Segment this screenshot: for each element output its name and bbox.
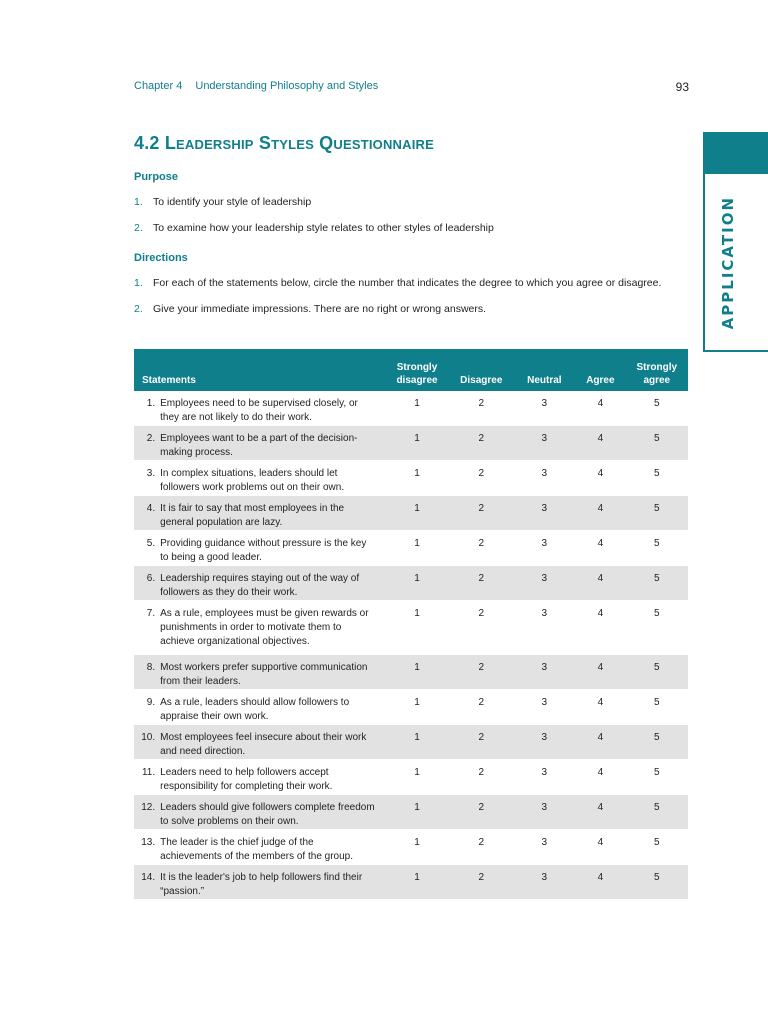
rating-1[interactable]: 1 (385, 690, 449, 725)
rating-4[interactable]: 4 (575, 690, 625, 725)
rating-3[interactable]: 3 (513, 496, 575, 531)
rating-1[interactable]: 1 (385, 496, 449, 531)
directions-list (134, 277, 661, 329)
rating-2[interactable]: 2 (449, 426, 513, 461)
purpose-heading: Purpose (134, 171, 179, 183)
rating-4[interactable]: 4 (597, 398, 604, 409)
rating-4[interactable]: 4 (575, 795, 625, 830)
page-number: 93 (675, 80, 689, 94)
table-row: 6. Leadership requires staying out of the way of followers as they do their work. 1 2 3 4 5 (134, 566, 688, 601)
rating-3[interactable]: 3 (513, 865, 575, 900)
rating-2[interactable]: 2 (449, 795, 513, 830)
rating-2[interactable]: 2 (449, 601, 513, 655)
rating-5[interactable]: 5 (626, 655, 688, 690)
rating-1[interactable]: 1 (385, 601, 449, 655)
list-item: 2. To examine how your leadership style relates to other styles of leadership (134, 222, 494, 234)
chapter-number: Chapter 4 (134, 80, 183, 92)
rating-1[interactable]: 1 (385, 760, 449, 795)
side-tab-label: APPLICATION (719, 196, 737, 330)
section-side-tab (703, 132, 768, 352)
rating-1[interactable]: 1 (385, 795, 449, 830)
rating-5[interactable]: 5 (626, 725, 688, 760)
rating-4[interactable]: 4 (575, 601, 625, 655)
rating-1[interactable]: 1 (414, 398, 420, 409)
page-title: 4.2 Leadership Styles Questionnaire (134, 133, 434, 153)
questionnaire-table (134, 349, 688, 899)
table-row: 14. It is the leader's job to help followers find their “passion.” 1 2 3 4 5 (134, 865, 688, 900)
rating-4[interactable]: 4 (575, 655, 625, 690)
rating-1[interactable]: 1 (385, 865, 449, 900)
rating-3[interactable]: 3 (541, 398, 548, 409)
rating-2[interactable]: 2 (449, 690, 513, 725)
rating-2[interactable]: 2 (449, 655, 513, 690)
rating-5[interactable]: 5 (626, 426, 688, 461)
list-item: 1. To identify your style of leadership (134, 196, 312, 208)
rating-2[interactable]: 2 (449, 566, 513, 601)
table-row: 9. As a rule, leaders should allow followers to appraise their own work. 1 2 3 4 5 (134, 690, 688, 725)
chapter-title: Understanding Philosophy and Styles (195, 80, 379, 92)
directions-heading: Directions (134, 252, 188, 264)
rating-2[interactable]: 2 (449, 865, 513, 900)
table-row: 10. Most employees feel insecure about their work and need direction. 1 2 3 4 5 (134, 725, 688, 760)
rating-4[interactable]: 4 (575, 461, 625, 496)
table-row: 12. Leaders should give followers complete freedom to solve problems on their own. 1 2 3 4 5 (134, 795, 688, 830)
rating-2[interactable]: 2 (449, 461, 513, 496)
header-statements: Statements (134, 349, 385, 391)
rating-2[interactable]: 2 (449, 496, 513, 531)
rating-5[interactable]: 5 (626, 690, 688, 725)
rating-2[interactable]: 2 (449, 725, 513, 760)
rating-3[interactable]: 3 (513, 426, 575, 461)
table-row: 4. It is fair to say that most employees in the general population are lazy. 1 2 3 4 5 (134, 496, 688, 531)
header-neutral: Neutral (513, 349, 575, 391)
rating-2[interactable]: 2 (449, 531, 513, 566)
rating-3[interactable]: 3 (513, 566, 575, 601)
table-row: 7. As a rule, employees must be given rewards or punishments in order to motivate them to achieve organizational objectives. 1 2 3 4 5 (134, 601, 688, 655)
rating-5[interactable]: 5 (626, 566, 688, 601)
rating-3[interactable]: 3 (513, 725, 575, 760)
rating-5[interactable]: 5 (654, 398, 660, 409)
rating-3[interactable]: 3 (513, 690, 575, 725)
table-row: 2. Employees want to be a part of the decision-making process. 1 2 3 4 5 (134, 426, 688, 461)
table-row: 13. The leader is the chief judge of the achievements of the members of the group. 1 2 3 4 5 (134, 830, 688, 865)
rating-3[interactable]: 3 (513, 531, 575, 566)
table-row: 5. Providing guidance without pressure is the key to being a good leader. 1 2 3 4 5 (134, 531, 688, 566)
rating-1[interactable]: 1 (385, 725, 449, 760)
side-tab-block (705, 134, 768, 174)
rating-3[interactable]: 3 (513, 601, 575, 655)
rating-1[interactable]: 1 (385, 531, 449, 566)
rating-5[interactable]: 5 (626, 830, 688, 865)
rating-2[interactable]: 2 (449, 760, 513, 795)
rating-4[interactable]: 4 (575, 426, 625, 461)
rating-1[interactable]: 1 (385, 830, 449, 865)
rating-5[interactable]: 5 (626, 795, 688, 830)
rating-3[interactable]: 3 (513, 830, 575, 865)
rating-1[interactable]: 1 (385, 655, 449, 690)
table-row: 3. In complex situations, leaders should let followers work problems out on their own. 1 2 3 4 5 (134, 461, 688, 496)
running-header (134, 80, 689, 92)
rating-2[interactable]: 2 (449, 830, 513, 865)
rating-3[interactable]: 3 (513, 760, 575, 795)
purpose-list (134, 196, 494, 248)
header-strongly-agree: Strongly agree (626, 349, 688, 391)
header-disagree: Disagree (449, 349, 513, 391)
rating-1[interactable]: 1 (385, 426, 449, 461)
rating-4[interactable]: 4 (575, 566, 625, 601)
rating-4[interactable]: 4 (575, 725, 625, 760)
rating-3[interactable]: 3 (513, 655, 575, 690)
rating-5[interactable]: 5 (626, 496, 688, 531)
rating-5[interactable]: 5 (626, 760, 688, 795)
rating-3[interactable]: 3 (513, 795, 575, 830)
rating-5[interactable]: 5 (626, 531, 688, 566)
rating-5[interactable]: 5 (626, 865, 688, 900)
rating-4[interactable]: 4 (575, 830, 625, 865)
rating-5[interactable]: 5 (626, 461, 688, 496)
rating-5[interactable]: 5 (626, 601, 688, 655)
table-row: 11. Leaders need to help followers accept responsibility for completing their work. 1 2 3 4 5 (134, 760, 688, 795)
list-item: 2. Give your immediate impressions. There are no right or wrong answers. (134, 303, 487, 315)
rating-3[interactable]: 3 (513, 461, 575, 496)
table-header-row (134, 349, 688, 391)
rating-1[interactable]: 1 (385, 461, 449, 496)
rating-4[interactable]: 4 (575, 531, 625, 566)
rating-2[interactable]: 2 (478, 398, 485, 409)
rating-1[interactable]: 1 (385, 566, 449, 601)
table-row: 8. Most workers prefer supportive communication from their leaders. 1 2 3 4 5 (134, 655, 688, 690)
rating-4[interactable]: 4 (575, 865, 625, 900)
header-agree: Agree (575, 349, 625, 391)
list-item: 1. For each of the statements below, circle the number that indicates the degree to which you agree or disagree. (134, 277, 662, 289)
rating-4[interactable]: 4 (575, 496, 625, 531)
table-row: 1. Employees need to be supervised closely, or they are not likely to do their work. 1 2 3 4 5 (134, 391, 688, 426)
rating-4[interactable]: 4 (575, 760, 625, 795)
header-strongly-disagree: Strongly disagree (385, 349, 449, 391)
